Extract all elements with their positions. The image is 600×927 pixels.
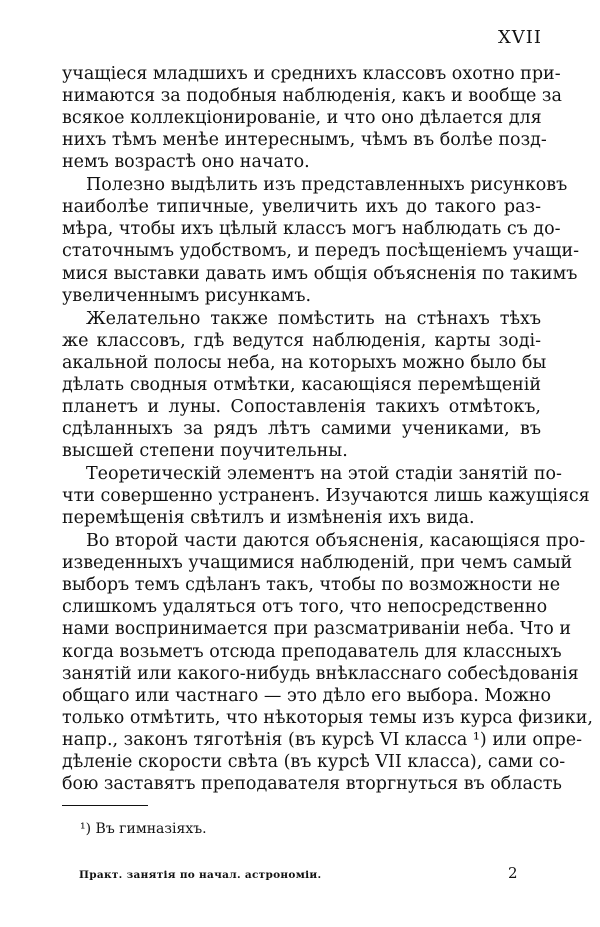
text-line: изведенныхъ учащимися наблюденій, при чемъ самый — [62, 553, 573, 573]
text-line: нихъ тѣмъ менѣе интереснымъ, чѣмъ въ болѣе позд- — [62, 130, 547, 150]
text-line: чти совершенно устраненъ. Изучаются лишь кажущіяся — [62, 486, 590, 506]
page-number: XVII — [497, 27, 542, 48]
text-line: общаго или частнаго — это дѣло его выбора. Можно — [62, 686, 552, 706]
text-line: статочнымъ удобствомъ, и передъ посѣщеніемъ учащи- — [62, 241, 580, 261]
footnote: ¹) Въ гимназіяхъ. — [80, 821, 207, 837]
text-line: высшей степени поучительны. — [62, 441, 348, 461]
text-line: всякое коллекціонированіе, и что оно дѣлается для — [62, 108, 542, 128]
text-line: бою заставятъ преподавателя вторгнуться въ область — [62, 774, 562, 794]
footnote-rule — [62, 805, 148, 806]
text-line: наиболѣе типичные, увеличить ихъ до такого раз- — [62, 197, 541, 217]
text-line: немъ возрастѣ оно начато. — [62, 152, 310, 172]
footer-book-title: Практ. занятія по начал. астрономіи. — [79, 869, 322, 881]
text-line: когда возьметъ отсюда преподаватель для классныхъ — [62, 642, 562, 662]
text-line: напр., законъ тяготѣнія (въ курсѣ VI класса ¹) или опре- — [62, 730, 583, 750]
text-line: дѣленіе скорости свѣта (въ курсѣ VII класса), сами со- — [62, 752, 566, 772]
text-line: занятій или какого-нибудь внѣкласснаго собесѣдованія — [62, 664, 579, 684]
footer-signature-number: 2 — [508, 864, 518, 882]
text-line: перемѣщенія свѣтилъ и измѣненія ихъ вида. — [62, 508, 475, 528]
text-line: нимаются за подобныя наблюденія, какъ и вообще за — [62, 86, 562, 106]
text-line: акальной полосы неба, на которыхъ можно было бы — [62, 353, 547, 373]
text-line: Во второй части даются объясненія, касающіяся про- — [86, 531, 586, 551]
text-line: планетъ и луны. Сопоставленія такихъ отмѣтокъ, — [62, 397, 541, 417]
text-line: Желательно также помѣстить на стѣнахъ тѣхъ — [86, 309, 541, 329]
text-line: слишкомъ удаляться отъ того, что непосредственно — [62, 597, 548, 617]
text-line: дѣлать сводныя отмѣтки, касающіяся перемѣщеній — [62, 375, 541, 395]
text-line: нами воспринимается при разсматриваніи неба. Что и — [62, 619, 571, 639]
text-line: сдѣланныхъ за рядъ лѣтъ самими учениками, въ — [62, 419, 541, 439]
text-line: же классовъ, гдѣ ведутся наблюденія, карты зоді- — [62, 331, 541, 351]
text-line: мѣра, чтобы ихъ цѣлый классъ могъ наблюдать съ до- — [62, 219, 561, 239]
text-line: учащіеся младшихъ и среднихъ классовъ охотно при- — [62, 64, 561, 84]
text-line: только отмѣтить, что нѣкоторыя темы изъ курса физики, — [62, 708, 593, 728]
text-line: Теоретическій элементъ на этой стадіи занятій по- — [86, 464, 562, 484]
text-line: Полезно выдѣлить изъ представленныхъ рисунковъ — [86, 175, 568, 195]
text-line: выборъ темъ сдѣланъ такъ, чтобы по возможности не — [62, 575, 561, 595]
text-line: увеличеннымъ рисункамъ. — [62, 286, 312, 306]
text-line: мися выставки давать имъ общія объясненія по такимъ — [62, 264, 578, 284]
